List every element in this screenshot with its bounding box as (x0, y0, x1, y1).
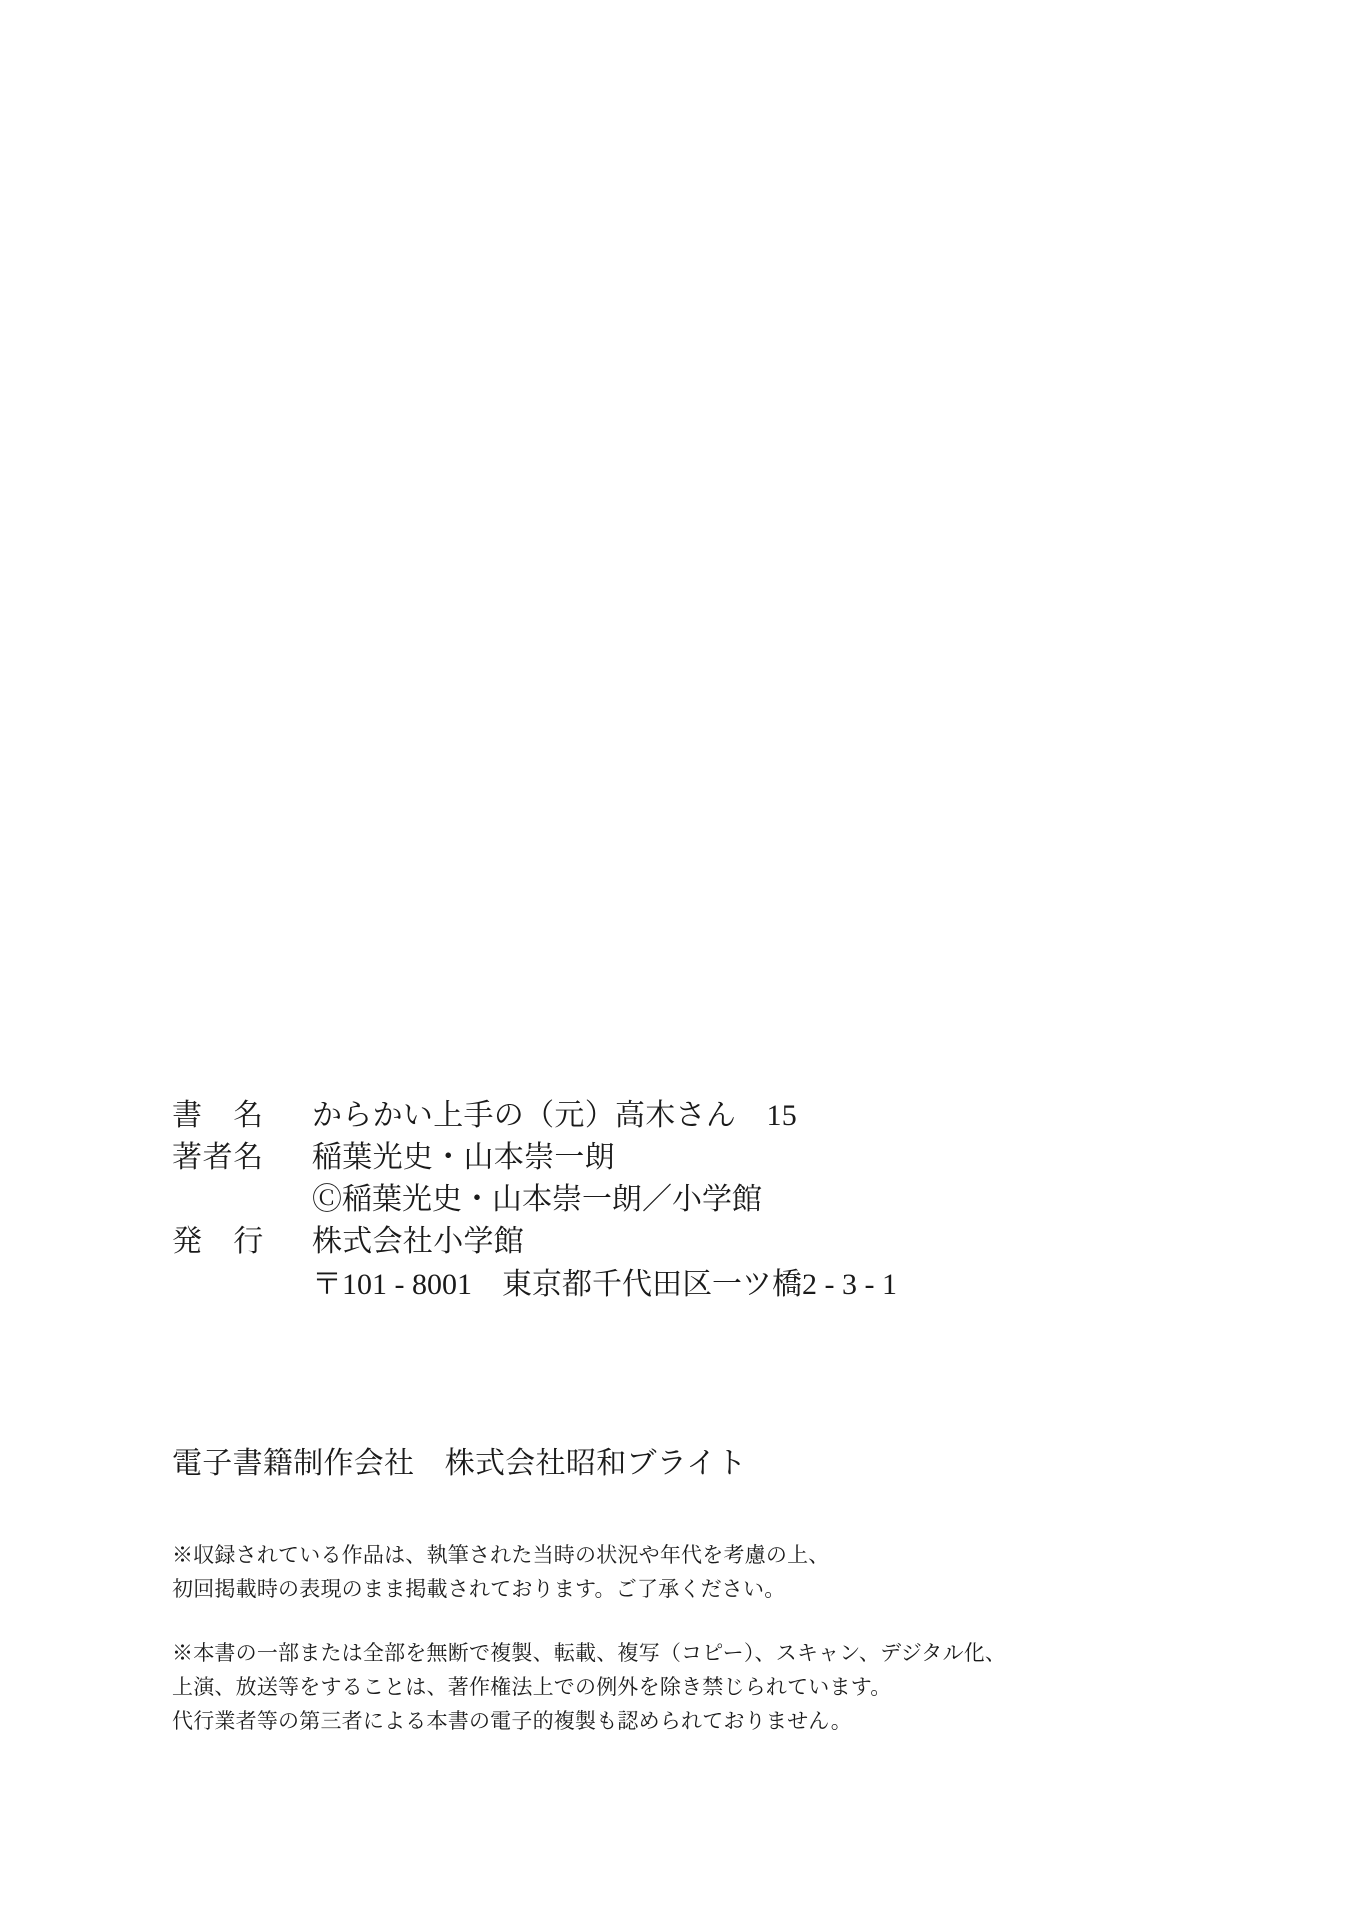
colophon-value-publisher: 株式会社小学館 (312, 1225, 525, 1258)
colophon-value-author: 稲葉光史・山本崇一朗 (312, 1141, 615, 1174)
note-line: 上演、放送等をすることは、著作権法上での例外を除き禁じられています。 (172, 1675, 892, 1700)
note-item (172, 1636, 1232, 1738)
colophon-address-line: 〒101 - 8001 東京都千代田区一ツ橋2 - 3 - 1 (312, 1268, 897, 1301)
note-line: ※本書の一部または全部を無断で複製、転載、複写（コピー）、スキャン、デジタル化、 (172, 1641, 1007, 1666)
colophon-row-author (172, 1137, 1202, 1179)
note-item (172, 1538, 1232, 1606)
producer-line: 電子書籍制作会社 株式会社昭和ブライト (172, 1447, 747, 1480)
colophon-label-title: 書 名 (172, 1099, 264, 1132)
note-line: ※収録されている作品は、執筆された当時の状況や年代を考慮の上、 (172, 1543, 830, 1567)
colophon-copyright-line: Ⓒ稲葉光史・山本崇一朗／小学館 (312, 1183, 762, 1216)
colophon-row-publisher (172, 1221, 1202, 1263)
note-line: 初回掲載時の表現のまま掲載されております。ご了承ください。 (172, 1577, 786, 1602)
colophon-label-author: 著者名 (172, 1141, 264, 1174)
colophon-value-title: からかい上手の（元）高木さん 15 (312, 1099, 798, 1132)
colophon-block (172, 1095, 1202, 1307)
notes-block (172, 1538, 1232, 1738)
colophon-label-publisher: 発 行 (172, 1225, 264, 1258)
colophon-row-title (172, 1095, 1202, 1137)
note-line: 代行業者等の第三者による本書の電子的複製も認められておりません。 (172, 1709, 852, 1734)
